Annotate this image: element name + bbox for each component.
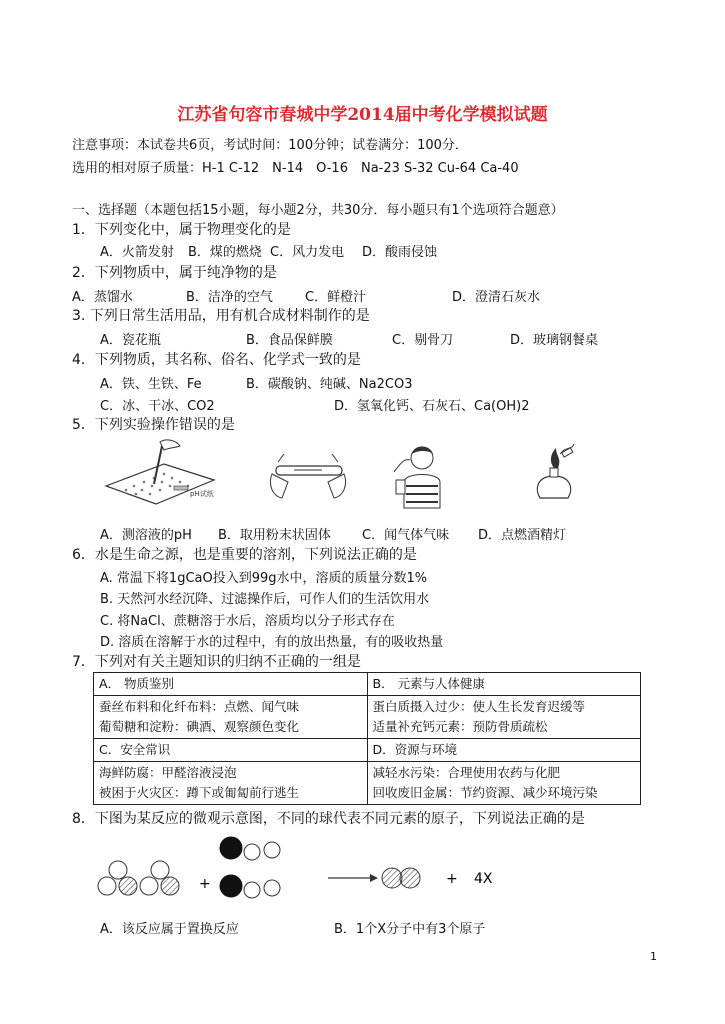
q2-option-d: D．澄清石灰水	[452, 290, 541, 305]
smell-gas-illustration	[390, 442, 444, 510]
q1-option-a: A．火箭发射	[100, 245, 174, 260]
q3-option-b: B．食品保鲜膜	[246, 333, 333, 348]
q6-option-c: C. 将NaCl、蔗糖溶于水后，溶质均以分子形式存在	[100, 614, 395, 629]
notice: 注意事项：本试卷共6页，考试时间：100分钟；试卷满分：100分．	[72, 138, 468, 153]
q2-stem: 2．下列物质中，属于纯净物的是	[72, 265, 277, 281]
q1-option-c: C．风力发电	[270, 245, 345, 260]
plus-sign: +	[199, 876, 211, 892]
table-cell: 海鲜防腐：甲醛溶液浸泡 被困于火灾区：蹲下或匍匐前行逃生	[94, 762, 368, 805]
q5-option-d: D．点燃酒精灯	[478, 528, 567, 543]
table-cell: B． 元素与人体健康	[367, 673, 641, 696]
q4-option-b: B．碳酸钠、纯碱、Na2CO3	[246, 377, 413, 392]
q2-option-b: B．洁净的空气	[186, 290, 273, 305]
product-x-label: 4X	[474, 871, 493, 887]
q6-option-b: B. 天然河水经沉降、过滤操作后，可作人们的生活饮用水	[100, 592, 430, 607]
q4-option-c: C．冰、干冰、CO2	[100, 399, 215, 414]
q7-stem: 7．下列对有关主题知识的归纳不正确的一组是	[72, 654, 361, 670]
ph-test-illustration	[104, 436, 216, 508]
q5-option-a: A．测溶液的pH	[100, 528, 192, 543]
q3-stem: 3. 下列日常生活用品，用有机合成材料制作的是	[72, 308, 370, 324]
reactant-molecule	[220, 875, 280, 898]
table-cell: 减轻水污染：合理使用农药与化肥 回收废旧金属：节约资源、减少环境污染	[367, 762, 641, 805]
section-heading: 一、选择题（本题包括15小题，每小题2分，共30分．每小题只有1个选项符合题意）	[72, 203, 564, 218]
table-cell: D．资源与环境	[367, 739, 641, 762]
q3-option-a: A．瓷花瓶	[100, 333, 161, 348]
product-molecule	[382, 868, 420, 888]
table-cell: A． 物质鉴别	[94, 673, 368, 696]
ph-paper-label: pH试纸	[190, 490, 214, 498]
q8-option-a: A．该反应属于置换反应	[100, 922, 239, 937]
q6-stem: 6．水是生命之源，也是重要的溶剂，下列说法正确的是	[72, 547, 417, 563]
q4-stem: 4．下列物质，其名称、俗名、化学式一致的是	[72, 352, 361, 368]
powder-tube-illustration	[266, 452, 350, 502]
q5-option-b: B．取用粉末状固体	[218, 528, 331, 543]
q1-stem: 1．下列变化中，属于物理变化的是	[72, 222, 291, 238]
q6-option-d: D. 溶质在溶解于水的过程中，有的放出热量，有的吸收热量	[100, 635, 444, 650]
knowledge-table	[93, 672, 641, 805]
q3-option-c: C．剔骨刀	[392, 333, 454, 348]
q4-option-d: D．氢氧化钙、石灰石、Ca(OH)2	[334, 399, 530, 414]
q4-option-a: A．铁、生铁、Fe	[100, 377, 202, 392]
plus-sign: +	[446, 871, 458, 887]
q2-option-c: C．鲜橙汁	[305, 290, 367, 305]
atomic-masses: 选用的相对原子质量：H-1 C-12 N-14 O-16 Na-23 S-32 Cu-64 Ca-40	[72, 161, 519, 176]
q1-option-d: D．酸雨侵蚀	[362, 245, 438, 260]
reactant-molecule	[220, 837, 280, 860]
q8-stem: 8．下图为某反应的微观示意图，不同的球代表不同元素的原子，下列说法正确的是	[72, 811, 585, 827]
q3-option-d: D．玻璃钢餐桌	[510, 333, 599, 348]
page-number: 1	[650, 950, 657, 963]
q5-option-c: C．闻气体气味	[362, 528, 450, 543]
page-title: 江苏省句容市春城中学2014届中考化学模拟试题	[177, 105, 548, 125]
reactant-molecule	[140, 861, 179, 895]
q6-option-a: A. 常温下将1gCaO投入到99g水中，溶质的质量分数1%	[100, 571, 428, 586]
q1-option-b: B．煤的燃烧	[188, 245, 262, 260]
reactant-molecule	[98, 861, 137, 895]
table-cell: 蛋白质摄入过少：使人生长发育迟缓等 适量补充钙元素：预防骨质疏松	[367, 696, 641, 739]
q2-option-a: A．蒸馏水	[72, 290, 133, 305]
table-cell: 蚕丝布料和化纤布料：点燃、闻气味 葡萄糖和淀粉：碘酒、观察颜色变化	[94, 696, 368, 739]
q8-option-b: B．1个X分子中有3个原子	[334, 922, 486, 937]
table-cell: C．安全常识	[94, 739, 368, 762]
q5-stem: 5．下列实验操作错误的是	[72, 417, 235, 433]
reaction-diagram	[90, 832, 510, 906]
alcohol-lamp-illustration	[532, 440, 576, 502]
